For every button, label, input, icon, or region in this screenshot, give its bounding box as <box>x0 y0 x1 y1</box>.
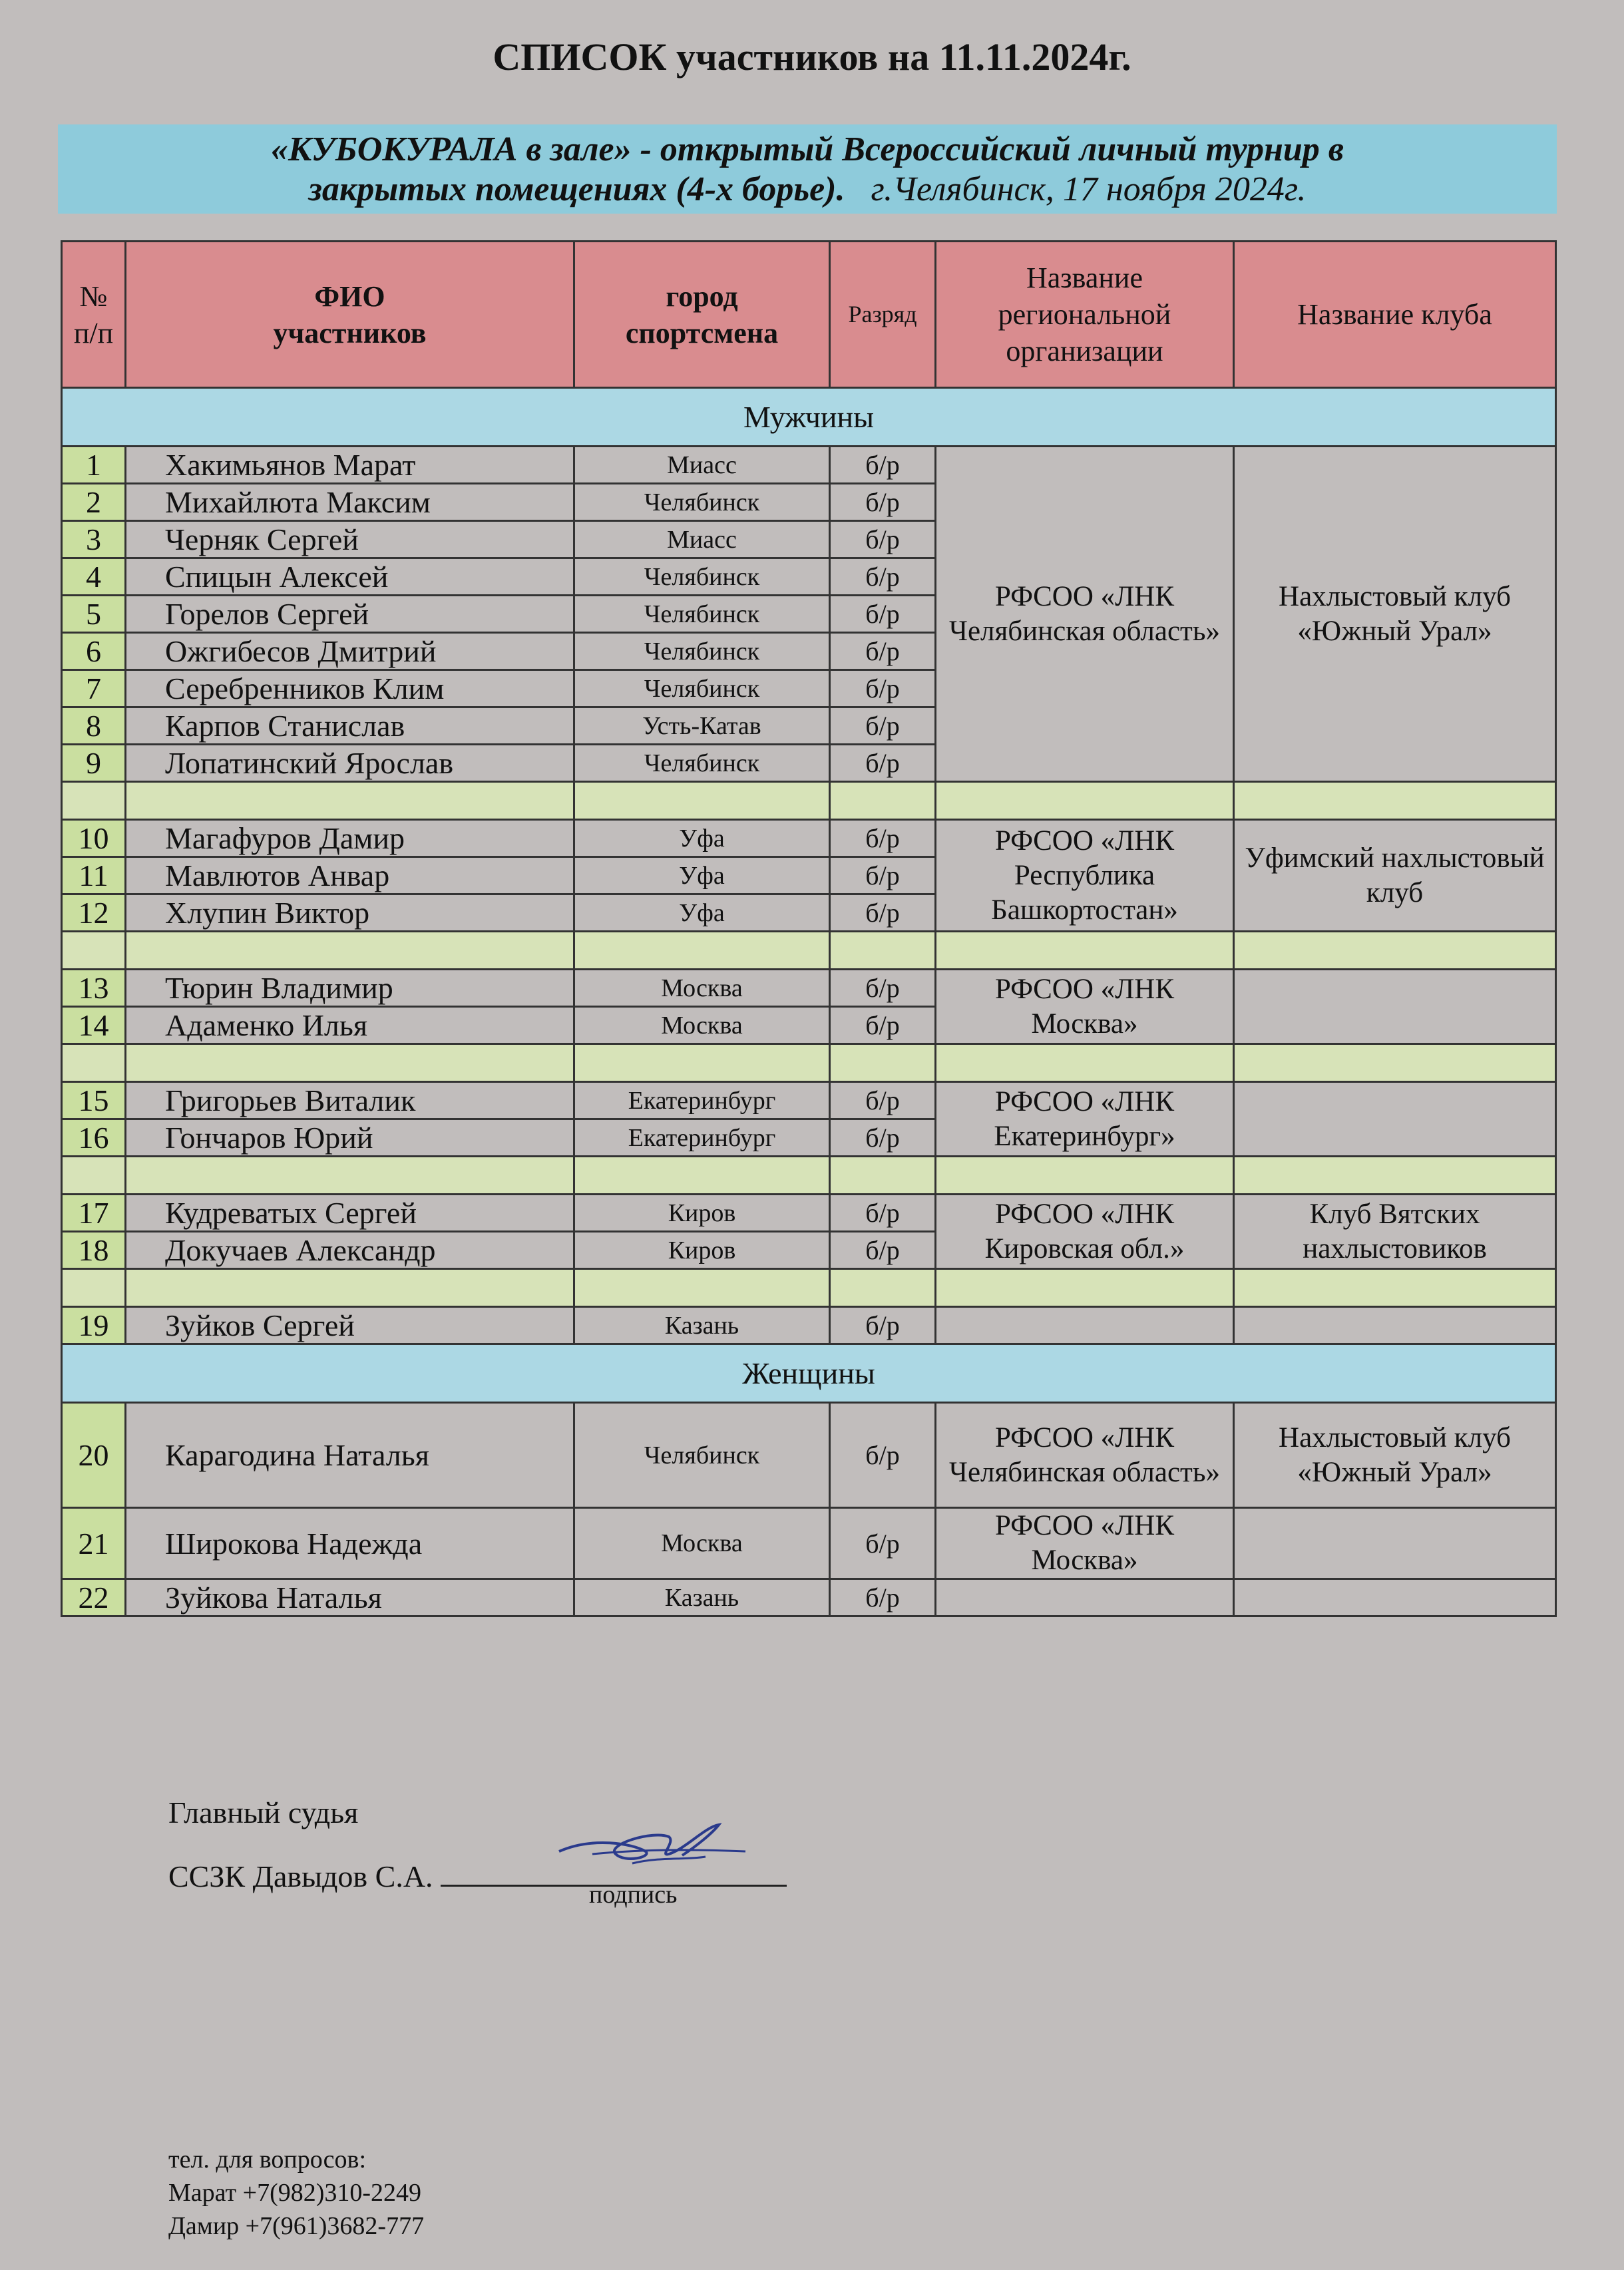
header-city: город спортсмена <box>574 242 830 388</box>
spacer-cell <box>936 1044 1234 1082</box>
spacer-cell <box>62 1269 126 1307</box>
spacer-cell <box>936 782 1234 820</box>
participant-city: Уфа <box>574 857 830 894</box>
participant-rank: б/р <box>830 1082 936 1119</box>
participant-name: Зуйкова Наталья <box>126 1579 574 1616</box>
spacer-cell <box>62 932 126 970</box>
row-number: 20 <box>62 1403 126 1508</box>
participant-name: Хлупин Виктор <box>126 894 574 932</box>
participant-rank: б/р <box>830 1195 936 1232</box>
participant-city: Челябинск <box>574 596 830 633</box>
row-number: 13 <box>62 970 126 1007</box>
org-cell: РФСОО «ЛНК Республика Башкортостан» <box>936 820 1234 932</box>
tournament-banner <box>58 124 1557 214</box>
row-number: 21 <box>62 1508 126 1579</box>
spacer-row <box>62 782 1556 820</box>
page-title: СПИСОК участников на 11.11.2024г. <box>493 35 1131 79</box>
participant-rank: б/р <box>830 1579 936 1616</box>
row-number: 8 <box>62 707 126 745</box>
participant-rank: б/р <box>830 857 936 894</box>
spacer-cell <box>126 1157 574 1195</box>
contact-marat: Марат +7(982)310-2249 <box>168 2179 422 2207</box>
participant-name: Ожгибесов Дмитрий <box>126 633 574 670</box>
row-number: 10 <box>62 820 126 857</box>
section-title: Мужчины <box>62 388 1556 447</box>
org-cell: РФСОО «ЛНК Екатеринбург» <box>936 1082 1234 1157</box>
participant-city: Москва <box>574 970 830 1007</box>
row-number: 12 <box>62 894 126 932</box>
participant-rank: б/р <box>830 1232 936 1269</box>
participant-rank: б/р <box>830 521 936 558</box>
participant-city: Екатеринбург <box>574 1119 830 1157</box>
header-club: Название клуба <box>1234 242 1556 388</box>
spacer-cell <box>1234 932 1556 970</box>
banner-line-2 <box>58 170 1557 210</box>
participant-city: Москва <box>574 1007 830 1044</box>
row-number: 2 <box>62 484 126 521</box>
spacer-cell <box>1234 782 1556 820</box>
participant-rank: б/р <box>830 670 936 707</box>
club-cell <box>1234 1307 1556 1344</box>
participant-rank: б/р <box>830 1119 936 1157</box>
club-cell: Клуб Вятских нахлыстовиков <box>1234 1195 1556 1269</box>
spacer-cell <box>936 1269 1234 1307</box>
participant-city: Казань <box>574 1307 830 1344</box>
banner-location: г.Челябинск, 17 ноября 2024г. <box>871 170 1307 208</box>
participant-city: Челябинск <box>574 670 830 707</box>
spacer-cell <box>936 1157 1234 1195</box>
participant-name: Хакимьянов Марат <box>126 447 574 484</box>
participant-city: Казань <box>574 1579 830 1616</box>
spacer-cell <box>62 782 126 820</box>
participant-rank: б/р <box>830 707 936 745</box>
spacer-cell <box>574 782 830 820</box>
participant-city: Челябинск <box>574 745 830 782</box>
row-number: 1 <box>62 447 126 484</box>
row-number: 18 <box>62 1232 126 1269</box>
header-org: Название региональной организации <box>936 242 1234 388</box>
spacer-cell <box>126 782 574 820</box>
row-number: 6 <box>62 633 126 670</box>
header-num: № п/п <box>62 242 126 388</box>
participant-city: Челябинск <box>574 484 830 521</box>
participant-city: Челябинск <box>574 558 830 596</box>
spacer-cell <box>830 1157 936 1195</box>
participant-name: Серебренников Клим <box>126 670 574 707</box>
participant-name: Михайлюта Максим <box>126 484 574 521</box>
participant-name: Горелов Сергей <box>126 596 574 633</box>
spacer-row <box>62 1044 1556 1082</box>
signature-label: подпись <box>589 1881 678 1909</box>
participant-city: Екатеринбург <box>574 1082 830 1119</box>
participant-city: Уфа <box>574 894 830 932</box>
participant-city: Челябинск <box>574 633 830 670</box>
participant-name: Мавлютов Анвар <box>126 857 574 894</box>
participant-name: Кудреватых Сергей <box>126 1195 574 1232</box>
row-number: 9 <box>62 745 126 782</box>
spacer-cell <box>830 782 936 820</box>
row-number: 17 <box>62 1195 126 1232</box>
spacer-cell <box>126 932 574 970</box>
participant-name: Зуйков Сергей <box>126 1307 574 1344</box>
participant-city: Киров <box>574 1195 830 1232</box>
participant-rank: б/р <box>830 447 936 484</box>
spacer-cell <box>830 1269 936 1307</box>
signature-image <box>552 1810 752 1883</box>
participant-name: Адаменко Илья <box>126 1007 574 1044</box>
participants-table <box>61 240 1557 1617</box>
section-row-women <box>62 1344 1556 1403</box>
participant-name: Тюрин Владимир <box>126 970 574 1007</box>
banner-line-1: «КУБОКУРАЛА в зале» - открытый Всероссийский личный турнир в <box>270 130 1344 168</box>
table-row <box>62 1508 1556 1579</box>
spacer-cell <box>1234 1269 1556 1307</box>
org-cell <box>936 1307 1234 1344</box>
row-number: 14 <box>62 1007 126 1044</box>
spacer-cell <box>126 1269 574 1307</box>
spacer-cell <box>830 932 936 970</box>
judge-name: ССЗК Давыдов С.А. <box>168 1859 433 1893</box>
participant-rank: б/р <box>830 970 936 1007</box>
club-cell: Нахлыстовый клуб «Южный Урал» <box>1234 1403 1556 1508</box>
participant-rank: б/р <box>830 558 936 596</box>
row-number: 22 <box>62 1579 126 1616</box>
table-row <box>62 1195 1556 1232</box>
club-cell <box>1234 970 1556 1044</box>
participant-rank: б/р <box>830 484 936 521</box>
table-row <box>62 1579 1556 1616</box>
header-rank: Разряд <box>830 242 936 388</box>
spacer-cell <box>1234 1157 1556 1195</box>
spacer-cell <box>62 1044 126 1082</box>
spacer-cell <box>62 1157 126 1195</box>
participant-rank: б/р <box>830 745 936 782</box>
club-cell <box>1234 1579 1556 1616</box>
contacts-header: тел. для вопросов: <box>168 2146 367 2174</box>
header-fio: ФИО участников <box>126 242 574 388</box>
participant-city: Уфа <box>574 820 830 857</box>
row-number: 3 <box>62 521 126 558</box>
banner-venue: закрытых помещениях (4-х борье). <box>308 170 845 208</box>
participant-name: Магафуров Дамир <box>126 820 574 857</box>
spacer-cell <box>574 932 830 970</box>
participant-city: Киров <box>574 1232 830 1269</box>
table-row <box>62 970 1556 1007</box>
section-row-men <box>62 388 1556 447</box>
participant-name: Карагодина Наталья <box>126 1403 574 1508</box>
row-number: 5 <box>62 596 126 633</box>
participant-name: Широкова Надежда <box>126 1508 574 1579</box>
spacer-cell <box>574 1157 830 1195</box>
org-cell: РФСОО «ЛНК Москва» <box>936 1508 1234 1579</box>
table-row <box>62 447 1556 484</box>
judge-title: Главный судья <box>168 1796 359 1829</box>
participant-rank: б/р <box>830 596 936 633</box>
table-row <box>62 1082 1556 1119</box>
participant-city: Москва <box>574 1508 830 1579</box>
club-cell <box>1234 1082 1556 1157</box>
spacer-cell <box>574 1269 830 1307</box>
participant-name: Карпов Станислав <box>126 707 574 745</box>
participant-name: Лопатинский Ярослав <box>126 745 574 782</box>
spacer-cell <box>126 1044 574 1082</box>
participant-rank: б/р <box>830 894 936 932</box>
participant-city: Челябинск <box>574 1403 830 1508</box>
org-cell <box>936 1579 1234 1616</box>
spacer-row <box>62 1269 1556 1307</box>
participant-name: Докучаев Александр <box>126 1232 574 1269</box>
spacer-row <box>62 932 1556 970</box>
org-cell: РФСОО «ЛНК Москва» <box>936 970 1234 1044</box>
participant-rank: б/р <box>830 1403 936 1508</box>
participant-rank: б/р <box>830 1007 936 1044</box>
participant-rank: б/р <box>830 1508 936 1579</box>
contact-damir: Дамир +7(961)3682-777 <box>168 2212 425 2240</box>
spacer-cell <box>830 1044 936 1082</box>
spacer-cell <box>1234 1044 1556 1082</box>
club-cell: Уфимский нахлыстовый клуб <box>1234 820 1556 932</box>
spacer-cell <box>574 1044 830 1082</box>
section-title: Женщины <box>62 1344 1556 1403</box>
club-cell: Нахлыстовый клуб «Южный Урал» <box>1234 447 1556 782</box>
row-number: 11 <box>62 857 126 894</box>
org-cell: РФСОО «ЛНК Кировская обл.» <box>936 1195 1234 1269</box>
table-row <box>62 1403 1556 1508</box>
row-number: 16 <box>62 1119 126 1157</box>
org-cell: РФСОО «ЛНК Челябинская область» <box>936 447 1234 782</box>
participant-name: Черняк Сергей <box>126 521 574 558</box>
participant-rank: б/р <box>830 633 936 670</box>
contacts-block <box>168 2143 424 2243</box>
participant-city: Миасс <box>574 521 830 558</box>
row-number: 19 <box>62 1307 126 1344</box>
org-cell: РФСОО «ЛНК Челябинская область» <box>936 1403 1234 1508</box>
row-number: 15 <box>62 1082 126 1119</box>
participant-city: Усть-Катав <box>574 707 830 745</box>
participant-city: Миасс <box>574 447 830 484</box>
participant-name: Григорьев Виталик <box>126 1082 574 1119</box>
participant-rank: б/р <box>830 820 936 857</box>
table-row <box>62 820 1556 857</box>
row-number: 4 <box>62 558 126 596</box>
table-row <box>62 1307 1556 1344</box>
club-cell <box>1234 1508 1556 1579</box>
participant-name: Спицын Алексей <box>126 558 574 596</box>
participant-name: Гончаров Юрий <box>126 1119 574 1157</box>
participant-rank: б/р <box>830 1307 936 1344</box>
row-number: 7 <box>62 670 126 707</box>
spacer-cell <box>936 932 1234 970</box>
table-header-row <box>62 242 1556 388</box>
spacer-row <box>62 1157 1556 1195</box>
